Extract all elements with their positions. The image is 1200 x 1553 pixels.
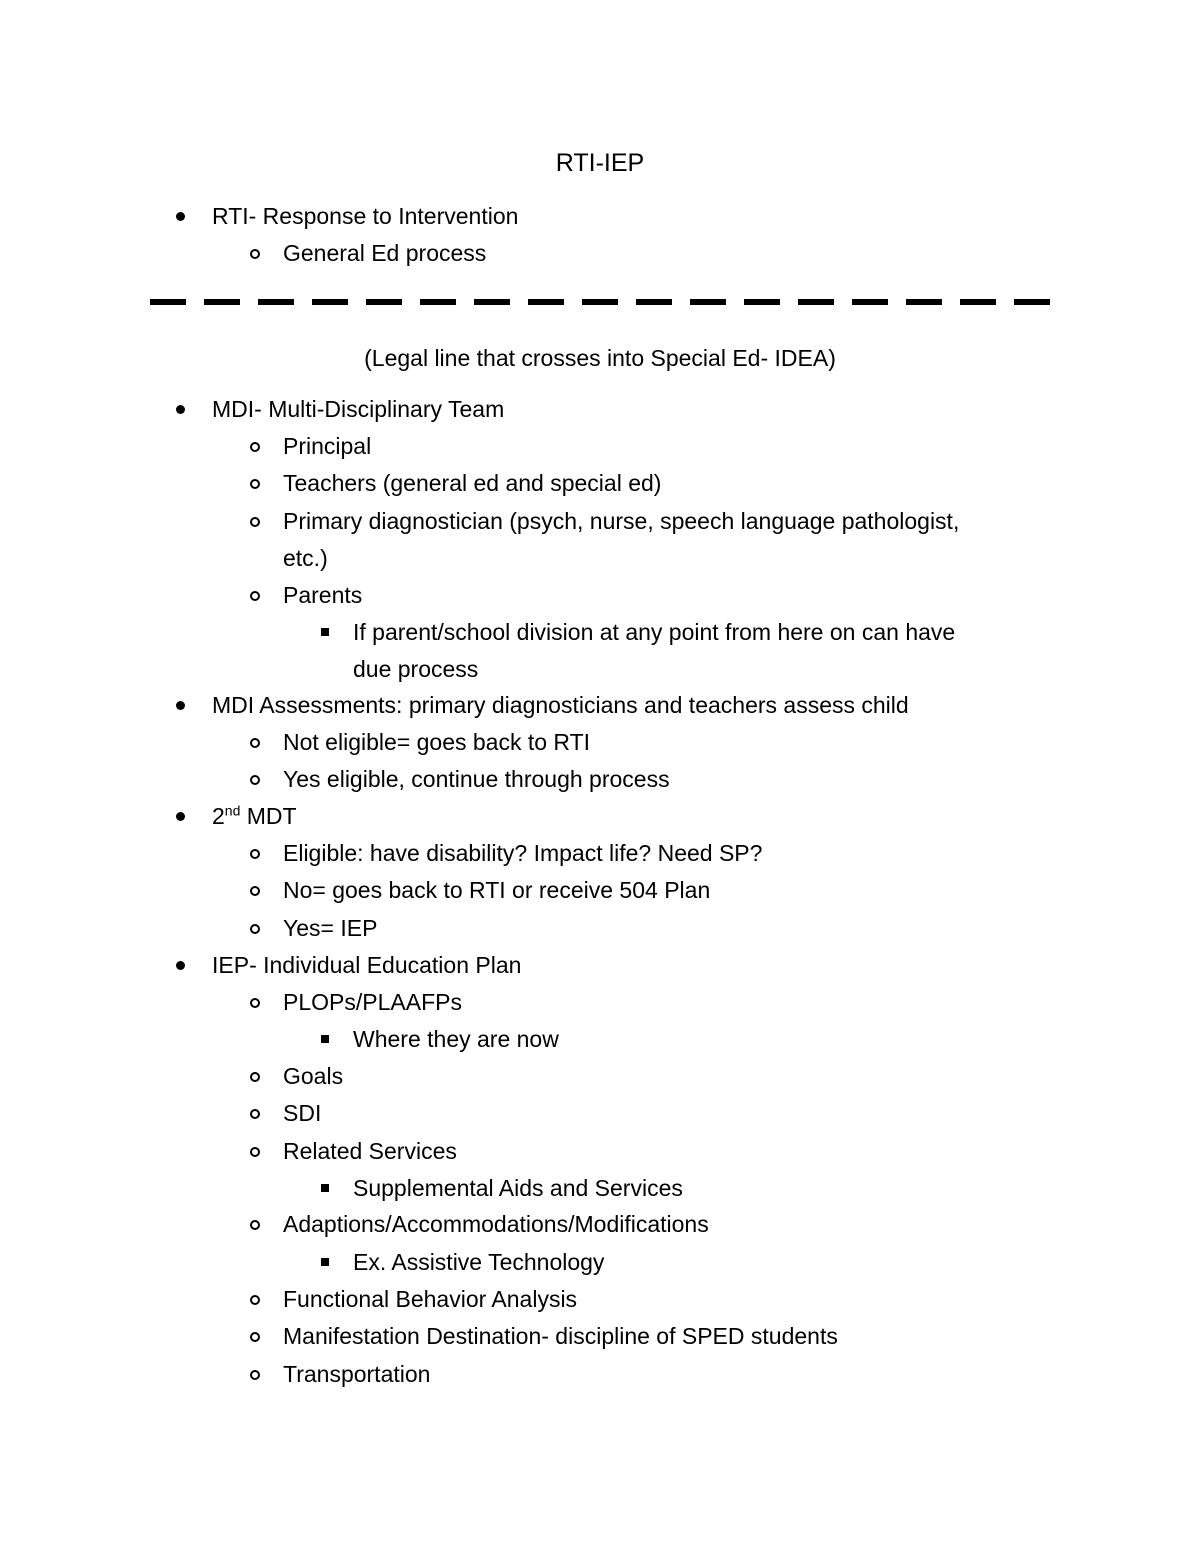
dash bbox=[366, 299, 402, 305]
iep-heading: IEP- Individual Education Plan bbox=[212, 952, 522, 978]
dash bbox=[150, 299, 186, 305]
list-item: Supplemental Aids and Services bbox=[353, 1175, 683, 1201]
list-item: Principal bbox=[283, 433, 372, 459]
list-item: Goals bbox=[283, 1063, 344, 1089]
list-item: Primary diagnostician (psych, nurse, speech language pathologist, bbox=[283, 508, 960, 534]
bullet-circle-icon bbox=[250, 1147, 260, 1157]
bullet-circle-icon bbox=[250, 998, 260, 1008]
bullet-square-icon bbox=[321, 1035, 329, 1043]
bullet-circle-icon bbox=[250, 886, 260, 896]
dash bbox=[960, 299, 996, 305]
bullet-disc-icon bbox=[176, 212, 185, 221]
list-item: Adaptions/Accommodations/Modifications bbox=[283, 1211, 709, 1237]
list-item: If parent/school division at any point from here on can have bbox=[353, 619, 956, 645]
dash bbox=[744, 299, 780, 305]
heading-number: 2 bbox=[212, 803, 225, 829]
list-item: Transportation bbox=[283, 1361, 431, 1387]
list-item: Not eligible= goes back to RTI bbox=[283, 729, 591, 755]
bullet-circle-icon bbox=[250, 517, 260, 527]
list-item-continuation: etc.) bbox=[283, 545, 328, 571]
bullet-disc-icon bbox=[176, 405, 185, 414]
divider-label: (Legal line that crosses into Special Ed- IDEA) bbox=[364, 345, 836, 371]
list-item: Where they are now bbox=[353, 1026, 559, 1052]
dash bbox=[852, 299, 888, 305]
list-item: Yes= IEP bbox=[283, 915, 378, 941]
list-item: Eligible: have disability? Impact life? Need SP? bbox=[283, 840, 763, 866]
bullet-circle-icon bbox=[250, 1332, 260, 1342]
bullet-circle-icon bbox=[250, 1370, 260, 1380]
list-item: PLOPs/PLAAFPs bbox=[283, 989, 462, 1015]
dash bbox=[528, 299, 564, 305]
rti-heading: RTI- Response to Intervention bbox=[212, 203, 519, 229]
dash bbox=[582, 299, 618, 305]
list-item: General Ed process bbox=[283, 240, 487, 266]
bullet-circle-icon bbox=[250, 775, 260, 785]
dash bbox=[312, 299, 348, 305]
bullet-circle-icon bbox=[250, 1220, 260, 1230]
bullet-disc-icon bbox=[176, 701, 185, 710]
list-item: Teachers (general ed and special ed) bbox=[283, 470, 662, 496]
list-item: No= goes back to RTI or receive 504 Plan bbox=[283, 877, 711, 903]
bullet-circle-icon bbox=[250, 738, 260, 748]
second-mdt-heading bbox=[212, 798, 297, 835]
dash bbox=[798, 299, 834, 305]
heading-rest: MDT bbox=[240, 803, 297, 829]
list-item: Functional Behavior Analysis bbox=[283, 1286, 578, 1312]
dash bbox=[690, 299, 726, 305]
list-item: SDI bbox=[283, 1100, 322, 1126]
dash bbox=[420, 299, 456, 305]
dash bbox=[1014, 299, 1050, 305]
list-item: Related Services bbox=[283, 1138, 457, 1164]
bullet-circle-icon bbox=[250, 1109, 260, 1119]
bullet-disc-icon bbox=[176, 961, 185, 970]
list-item: Manifestation Destination- discipline of SPED students bbox=[283, 1323, 838, 1349]
page-title: RTI-IEP bbox=[555, 149, 645, 177]
dash bbox=[636, 299, 672, 305]
dash bbox=[204, 299, 240, 305]
dash bbox=[474, 299, 510, 305]
bullet-circle-icon bbox=[250, 249, 260, 259]
bullet-circle-icon bbox=[250, 479, 260, 489]
bullet-square-icon bbox=[321, 1184, 329, 1192]
bullet-circle-icon bbox=[250, 924, 260, 934]
legal-dashed-divider bbox=[150, 299, 1050, 305]
bullet-square-icon bbox=[321, 628, 329, 636]
list-item-continuation: due process bbox=[353, 656, 479, 682]
mdi-team-heading: MDI- Multi-Disciplinary Team bbox=[212, 396, 505, 422]
ordinal-suffix: nd bbox=[224, 802, 241, 819]
bullet-circle-icon bbox=[250, 442, 260, 452]
bullet-circle-icon bbox=[250, 1072, 260, 1082]
bullet-circle-icon bbox=[250, 1295, 260, 1305]
dash bbox=[258, 299, 294, 305]
list-item: Yes eligible, continue through process bbox=[283, 766, 670, 792]
list-item: Ex. Assistive Technology bbox=[353, 1249, 605, 1275]
mdi-assessments-heading: MDI Assessments: primary diagnosticians and teachers assess child bbox=[212, 692, 909, 718]
list-item: Parents bbox=[283, 582, 363, 608]
bullet-square-icon bbox=[321, 1258, 329, 1266]
dash bbox=[906, 299, 942, 305]
bullet-disc-icon bbox=[176, 812, 185, 821]
bullet-circle-icon bbox=[250, 849, 260, 859]
bullet-circle-icon bbox=[250, 591, 260, 601]
